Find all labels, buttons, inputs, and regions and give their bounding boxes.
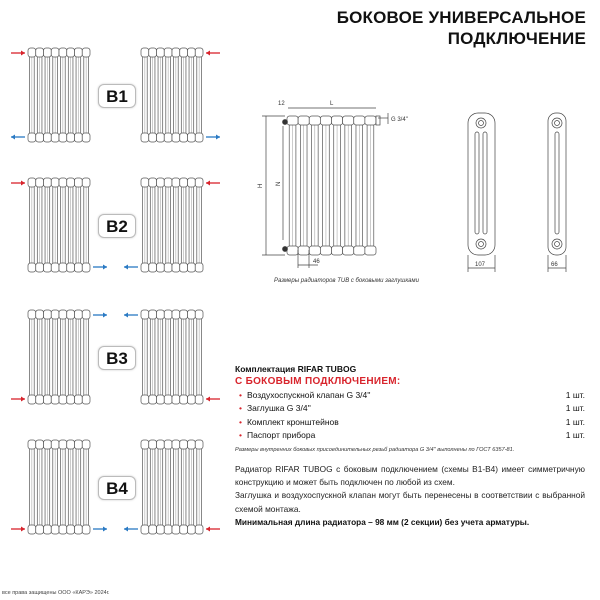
scheme-label: B3: [98, 346, 136, 370]
kit-item-qty: 1 шт.: [565, 403, 585, 414]
kit-item-name: Заглушка G 3/4'': [246, 403, 311, 414]
kit-item-qty: 1 шт.: [565, 416, 585, 427]
kit-item: [235, 416, 585, 429]
kit-section: Комплектация RIFAR TUBOG С БОКОВЫМ ПОДКЛЮЧЕНИЕМ: • Воздухоспускной клапан G 3/4'' 1 шт. • Заглушка G 3/4'' 1 шт. • Комплект кронштейнов 1 шт. • Паспорт прибора 1 шт. Размеры внутренних боковых присоединительных резьб радиатора G 3/4'' выполнены по ГОСТ 6357-81.: [235, 364, 585, 453]
kit-item: [235, 389, 585, 402]
bullet-icon: •: [239, 416, 242, 427]
page-title: БОКОВОЕ УНИВЕРСАЛЬНОЕ ПОДКЛЮЧЕНИЕ: [336, 8, 586, 48]
supply-arrow-icon: [11, 397, 25, 402]
scheme-label: B2: [98, 214, 136, 238]
kit-item-name: Комплект кронштейнов: [246, 416, 339, 427]
scheme-label: B4: [98, 476, 136, 500]
return-arrow-icon: [93, 527, 107, 532]
return-arrow-icon: [124, 313, 138, 318]
radiator-icon: [28, 440, 90, 534]
kit-item-qty: 1 шт.: [565, 390, 585, 400]
radiator-icon: [141, 440, 203, 534]
supply-arrow-icon: [206, 397, 220, 402]
kit-item: [235, 429, 585, 442]
thread-size: G 3/4'': [391, 117, 408, 123]
supply-arrow-icon: [206, 527, 220, 532]
dim-12: 12: [278, 101, 285, 107]
description: Радиатор RIFAR TUBOG с боковым подключением (схемы B1-B4) имеет симметричную конструкцию и может быть подключен по любой из схем. Заглушка и воздухоспускной клапан могут быть перенесены в соответствии с выбранной схемой монтажа. Минимальная длина радиатора – 98 мм (2 секции) без учета арматуры.: [235, 464, 585, 527]
kit-item-name: Воздухоспускной клапан G 3/4'': [246, 390, 371, 400]
return-arrow-icon: [124, 527, 138, 532]
supply-arrow-icon: [11, 527, 25, 532]
radiator-icon: [141, 310, 203, 404]
dim-L: L: [330, 101, 334, 107]
dim-66: 66: [551, 262, 558, 268]
bullet-icon: •: [239, 403, 242, 414]
kit-item-qty: 1 шт.: [565, 430, 585, 441]
dim-46: 46: [313, 259, 320, 265]
return-arrow-icon: [93, 313, 107, 318]
bullet-icon: •: [239, 430, 242, 441]
dim-N: N: [276, 181, 282, 186]
bullet-icon: •: [239, 390, 242, 400]
dim-H: H: [258, 183, 264, 188]
thread-note: Размеры внутренних боковых присоединительных резьб радиатора G 3/4'' выполнены по ГОСТ 6357-81.: [235, 446, 515, 453]
kit-item-name: Паспорт прибора: [246, 430, 316, 441]
scheme-label: B1: [98, 84, 136, 108]
kit-item: [235, 402, 585, 415]
drawing-caption: Размеры радиаторов TUB с боковыми заглушками: [274, 278, 419, 284]
copyright: все права защищены ООО «КАРЭ» 2024г.: [2, 590, 110, 596]
dim-107: 107: [475, 262, 486, 268]
radiator-icon: [28, 310, 90, 404]
